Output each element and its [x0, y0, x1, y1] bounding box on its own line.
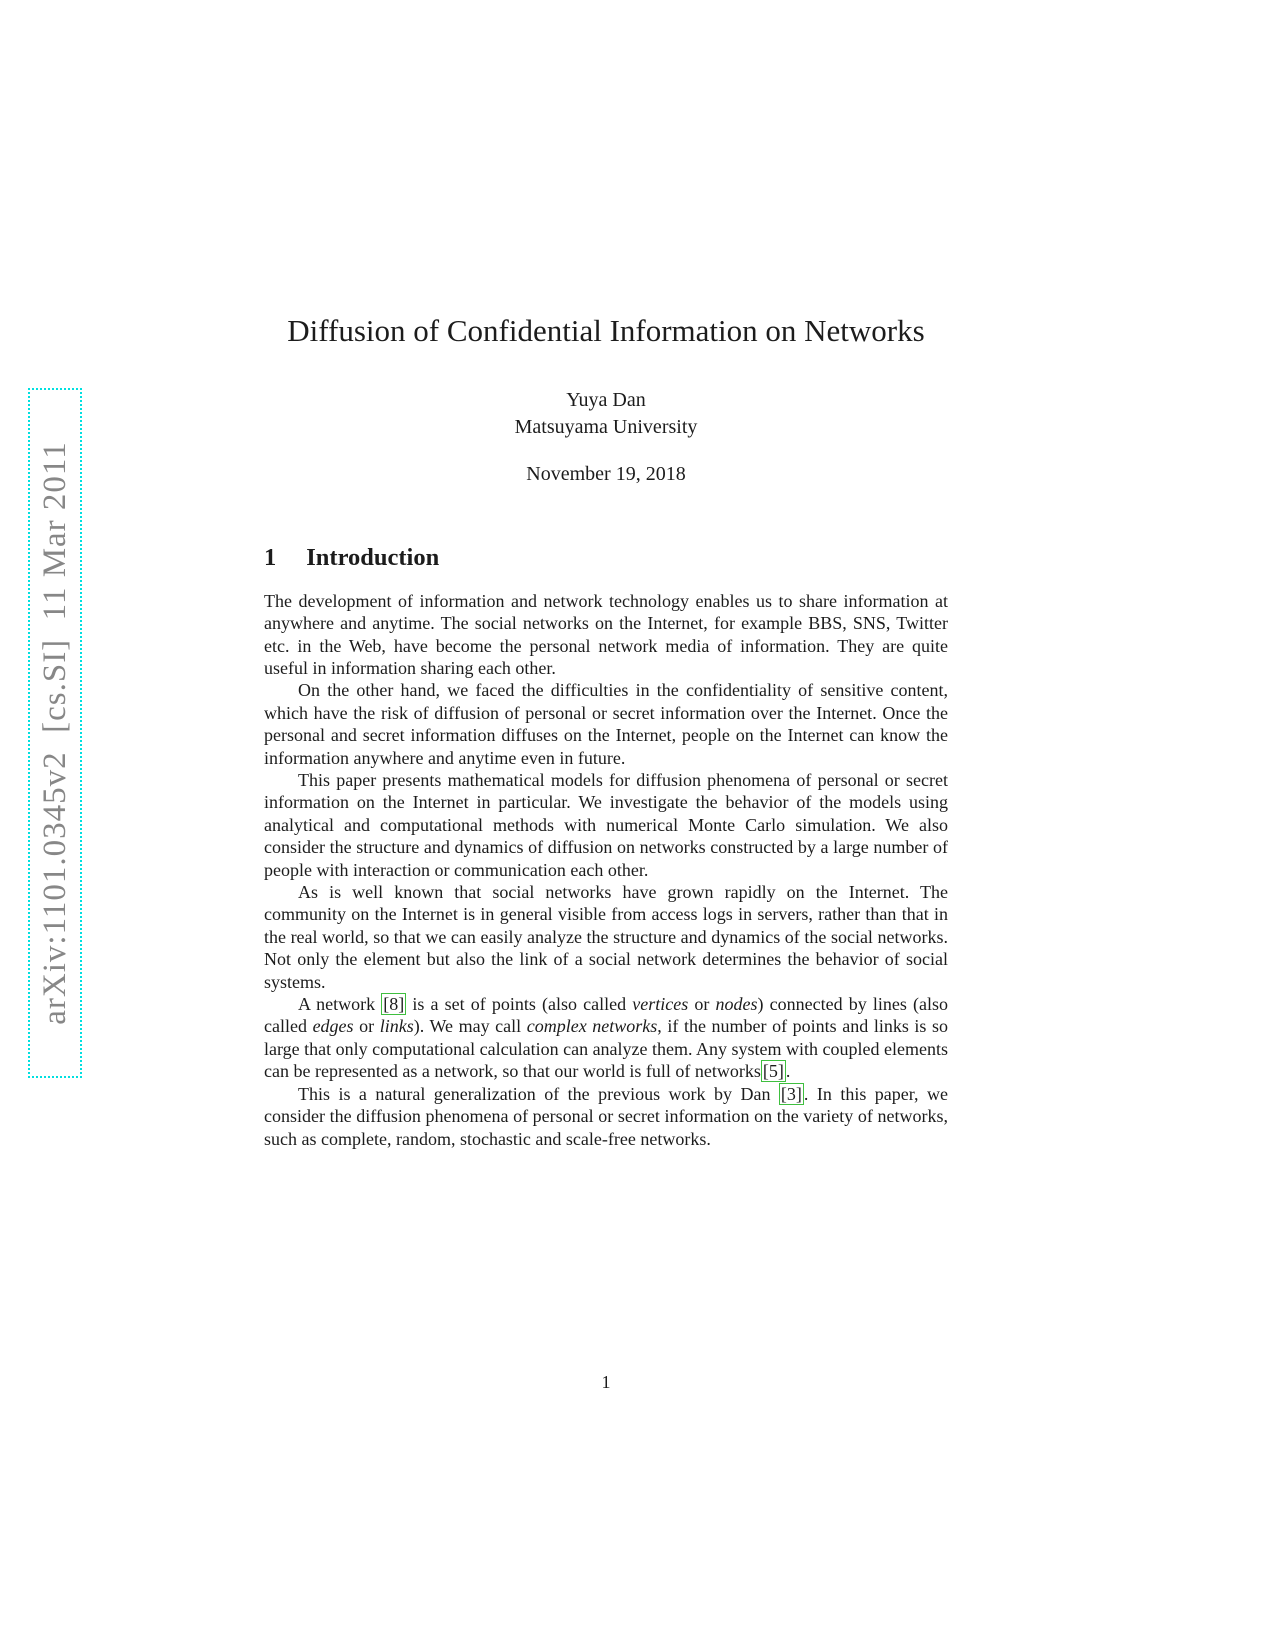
text-segment: or	[353, 1016, 380, 1037]
paragraph-6	[264, 1083, 948, 1150]
section-number: 1	[264, 543, 277, 571]
text-segment: ). We may call	[413, 1016, 527, 1037]
text-segment: A network	[298, 994, 382, 1015]
paragraph-1: The development of information and network technology enables us to share information at anywhere and anytime. The social networks on the Internet, for example BBS, SNS, Twitter etc. in the Web, have become the personal network media of information. They are quite useful in information sharing each other.	[264, 590, 948, 678]
italic-term-vertices: vertices	[632, 994, 689, 1015]
arxiv-watermark-text: arXiv:1101.0345v2 [cs.SI] 11 Mar 2011	[36, 441, 73, 1025]
paper-title: Diffusion of Confidential Information on Networks	[287, 313, 925, 348]
text-segment: ) connected by lines (also called	[264, 994, 949, 1037]
author-name: Yuya Dan	[566, 388, 646, 411]
text-segment: . In this paper, we consider the diffusion phenomena of personal or secret information on the variety of networks, such as complete, random, stochastic and scale-free networks.	[264, 1083, 948, 1149]
paragraph-2: On the other hand, we faced the difficulties in the confidentiality of sensitive content, which have the risk of diffusion of personal or secret information over the Internet. Once the personal and secret information diffuses on the Internet, people on the Internet can know the information anywhere and anytime even in future.	[264, 680, 948, 768]
italic-term-edges: edges	[312, 1016, 354, 1037]
text-segment: This is a natural generalization of the previous work by Dan	[298, 1083, 779, 1104]
text-segment: .	[785, 1061, 791, 1082]
paragraph-3: This paper presents mathematical models for diffusion phenomena of personal or secret information on the Internet in particular. We investigate the behavior of the models using analytical and computational methods with numerical Monte Carlo simulation. We also consider the structure and dynamics of diffusion on networks constructed by a large number of people with interaction or communication each other.	[264, 770, 948, 880]
paragraph-5	[264, 993, 948, 1083]
paragraph-4: As is well known that social networks have grown rapidly on the Internet. The community on the Internet is in general visible from access logs in servers, rather than that in the real world, so that we can easily analyze the structure and dynamics of the social networks. Not only the element but also the link of a social network determines the behavior of social systems.	[264, 882, 948, 992]
citation-link-8[interactable]: [8]	[383, 994, 405, 1015]
text-segment: or	[688, 994, 716, 1015]
italic-term-links: links	[379, 1016, 414, 1037]
page-number: 1	[601, 1372, 611, 1392]
citation-link-5[interactable]: [5]	[762, 1061, 784, 1082]
italic-term-complex-networks: complex networks	[526, 1016, 658, 1037]
section-title: Introduction	[306, 543, 440, 571]
arxiv-watermark	[28, 388, 82, 1078]
author-affiliation: Matsuyama University	[514, 415, 698, 438]
paper-date: November 19, 2018	[526, 462, 686, 485]
text-segment: , if the number of points and links is so large that only computational calculation can analyze them. Any system with coupled elements can be represented as a network, so that our world is full of networks	[264, 1016, 948, 1082]
text-segment: is a set of points (also called	[406, 994, 633, 1015]
italic-term-nodes: nodes	[715, 994, 758, 1015]
section-heading	[264, 544, 948, 572]
citation-link-3[interactable]: [3]	[780, 1083, 802, 1104]
paper-content	[264, 312, 948, 1150]
